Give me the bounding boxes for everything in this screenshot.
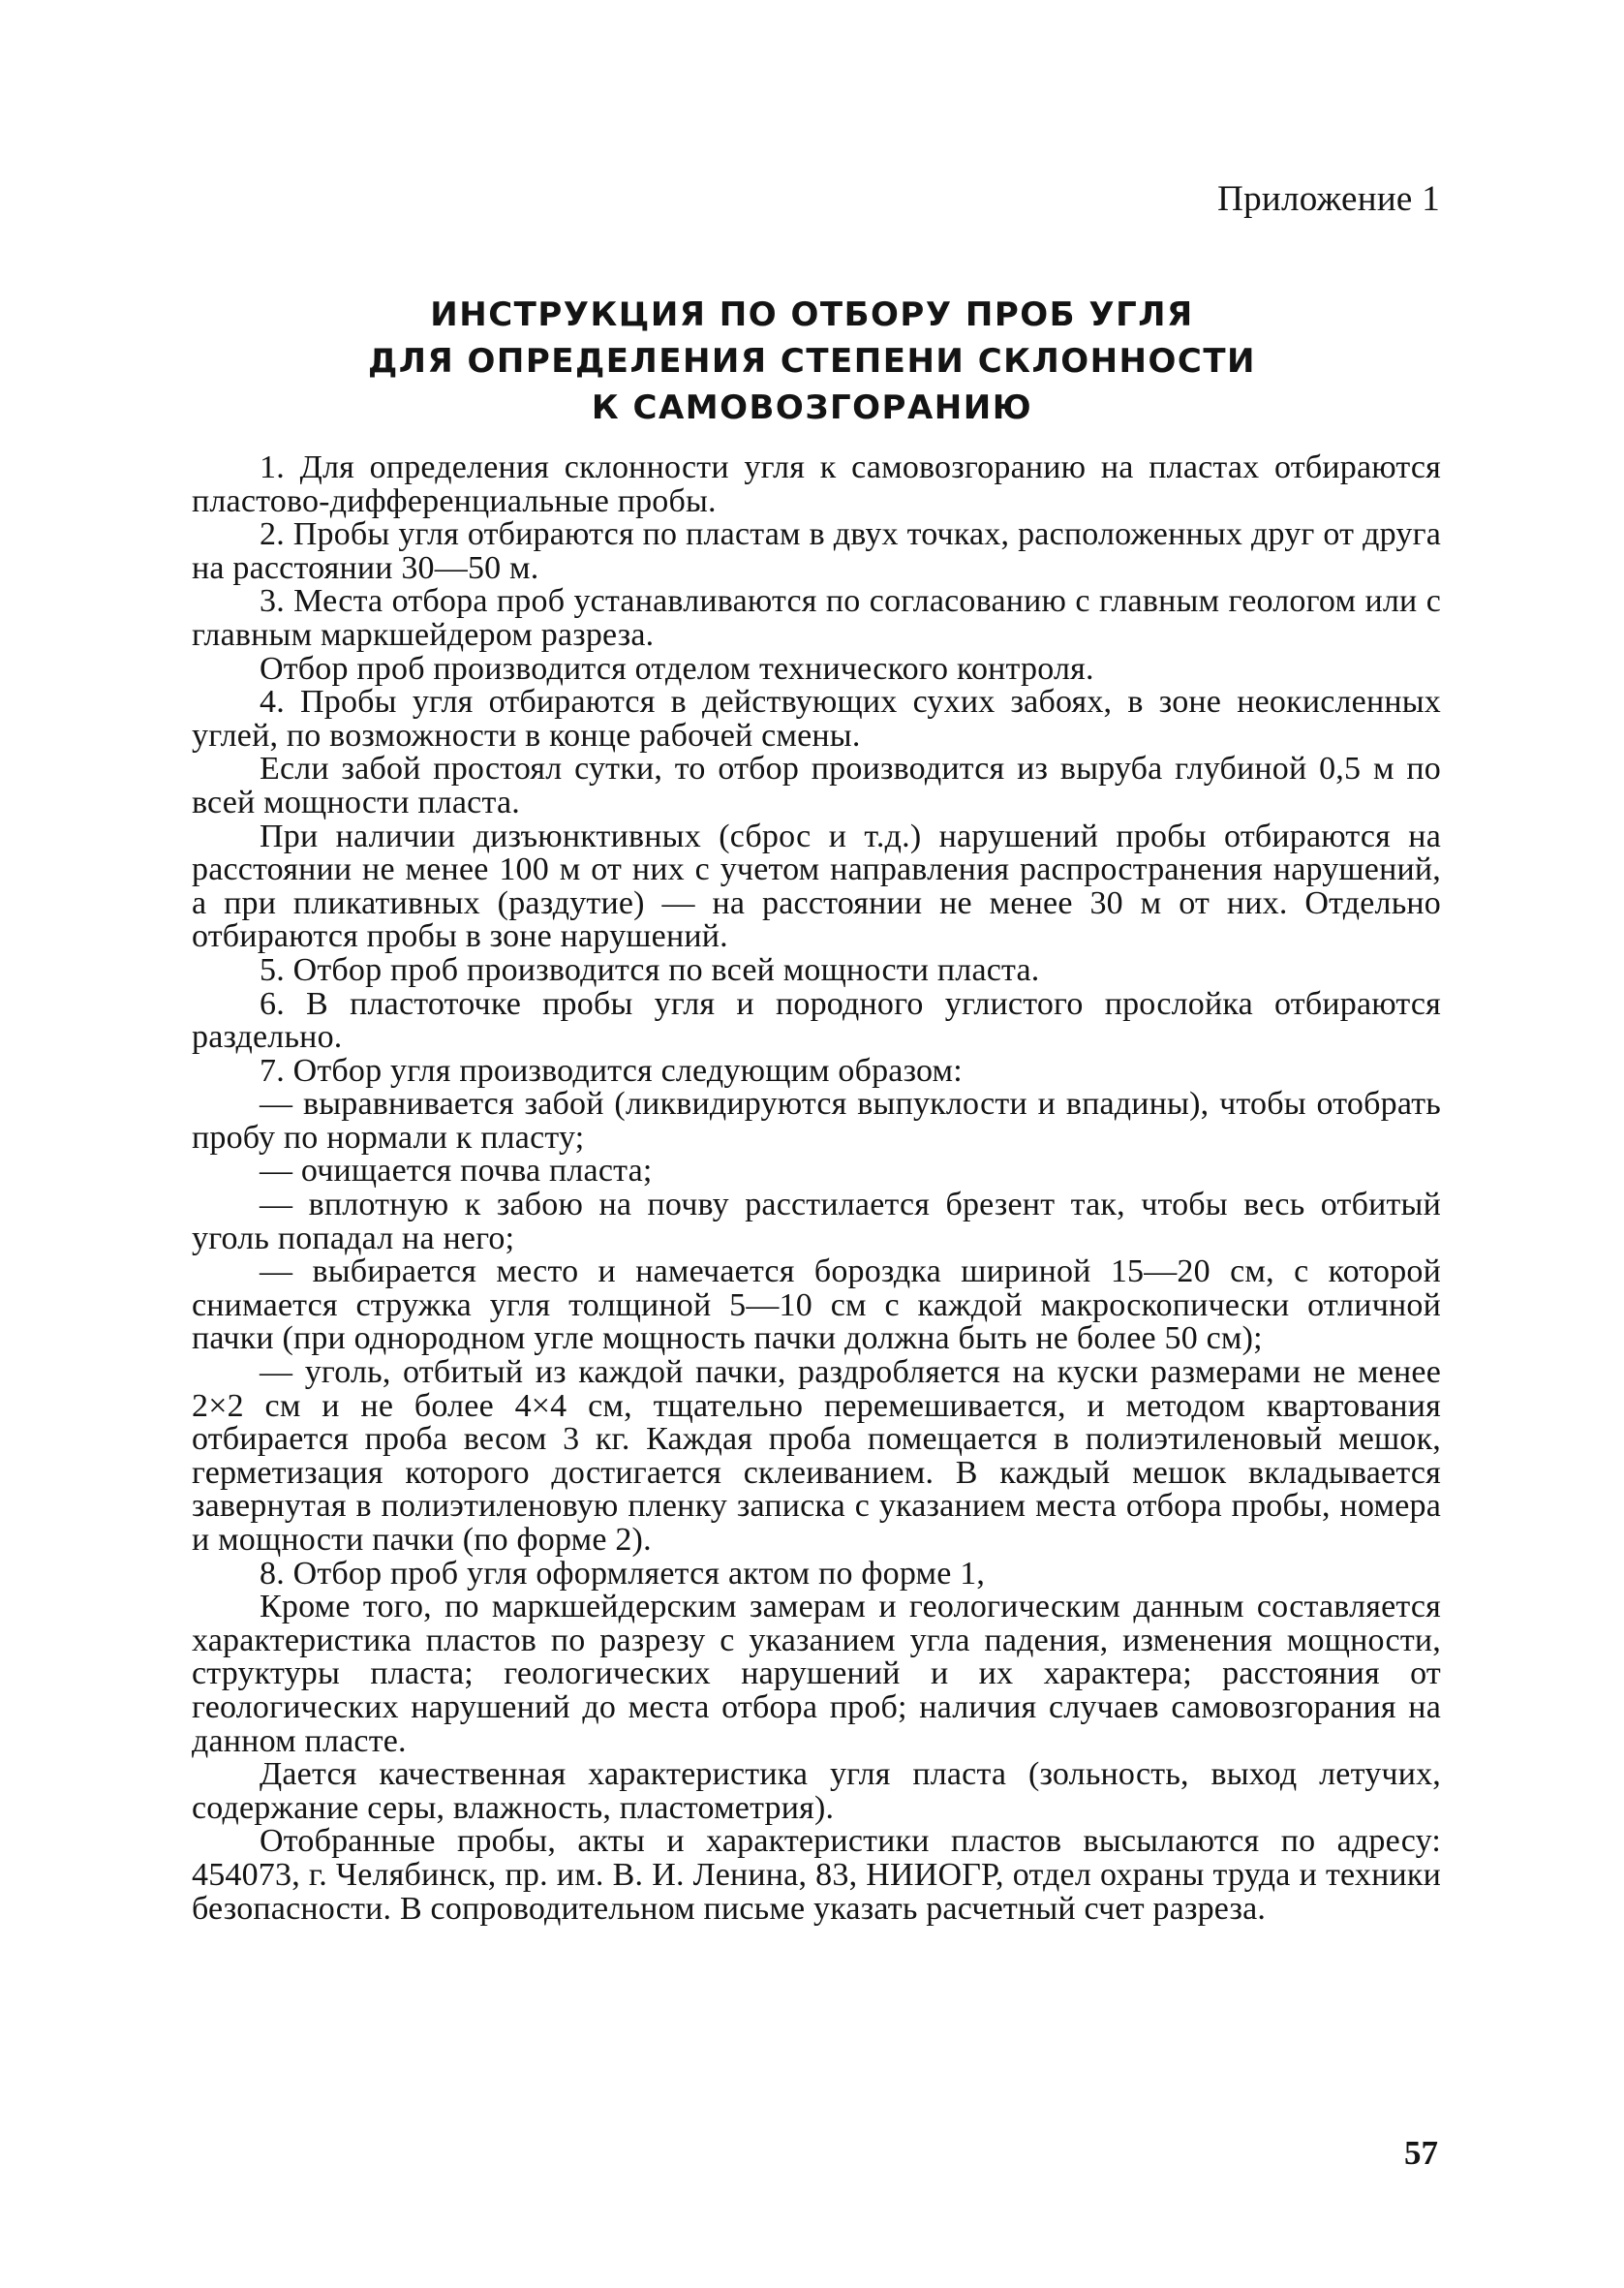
appendix-label: Приложение 1 (1217, 179, 1440, 219)
page-number: 57 (1404, 2134, 1438, 2172)
list-item-1: — выравнивается забой (ликвидируются выпуклости и впадины), чтобы отобрать пробу по нормали к пласту; (192, 1086, 1441, 1156)
list-item-4: — выбирается место и намечается бороздка шириной 15—20 см, с которой снимается стружка угля толщиной 5—10 см с каждой макроскопически отличной пачки (при однородном угле мощность пачки должна быть не более 50 см); (192, 1253, 1441, 1357)
paragraph-14: Отобранные пробы, акты и характеристики пластов высылаются по адресу: 454073, г. Челябинск, пр. им. В. И. Ленина, 83, НИИОГР, отдел охраны труда и техники безопасности. В сопроводительном письме указать расчетный счет разреза. (192, 1823, 1441, 1927)
paragraph-4: Отбор проб производится отделом технического контроля. (260, 650, 1094, 687)
list-item-5: — уголь, отбитый из каждой пачки, раздробляется на куски размерами не менее 2×2 см и не более 4×4 см, тщательно перемешивается, и методом квартования отбирается проба весом 3 кг. Каждая проба помещается в полиэтиленовый мешок, герметизация которого достигается склеиванием. В каждый мешок вкладывается завернутая в полиэтиленовую пленку записка с указанием места отбора пробы, номера и мощности пачки (по форме 2). (192, 1354, 1441, 1558)
title-line-3: К САМОВОЗГОРАНИЮ (591, 388, 1033, 427)
paragraph-9: 6. В пластоточке пробы угля и породного углистого прослойка отбираются раздельно. (192, 985, 1441, 1056)
paragraph-11: 8. Отбор проб угля оформляется актом по форме 1, (260, 1555, 986, 1592)
document-body (192, 451, 1441, 1926)
document-title (0, 292, 1624, 431)
list-item-3: — вплотную к забою на почву расстилается брезент так, чтобы весь отбитый уголь попадал на него; (192, 1187, 1441, 1256)
paragraph-13: Дается качественная характеристика угля пласта (зольность, выход летучих, содержание серы, влажность, пластометрия). (192, 1756, 1441, 1826)
list-item-2: — очищается почва пласта; (260, 1153, 653, 1190)
paragraph-6: Если забой простоял сутки, то отбор производится из выруба глубиной 0,5 м по всей мощности пласта. (192, 751, 1441, 820)
paragraph-2: 2. Пробы угля отбираются по пластам в двух точках, расположенных друг от друга на расстоянии 30—50 м. (192, 516, 1441, 586)
title-line-2: ДЛЯ ОПРЕДЕЛЕНИЯ СТЕПЕНИ СКЛОННОСТИ (367, 342, 1257, 381)
paragraph-5: 4. Пробы угля отбираются в действующих сухих забоях, в зоне неокисленных углей, по возможности в конце рабочей смены. (192, 684, 1441, 754)
title-line-1: ИНСТРУКЦИЯ ПО ОТБОРУ ПРОБ УГЛЯ (430, 295, 1194, 334)
paragraph-10: 7. Отбор угля производится следующим образом: (260, 1052, 963, 1089)
paragraph-3: 3. Места отбора проб устанавливаются по согласованию с главным геологом или с главным маркшейдером разреза. (192, 583, 1441, 653)
paragraph-8: 5. Отбор проб производится по всей мощности пласта. (260, 951, 1040, 988)
paragraph-1: 1. Для определения склонности угля к самовозгоранию на пластах отбираются пластово-дифференциальные пробы. (192, 449, 1441, 519)
paragraph-12: Кроме того, по маркшейдерским замерам и геологическим данным составляется характеристика пластов по разрезу с указанием угла падения, изменения мощности, структуры пласта; геологических нарушений и их характера; расстояния от геологических нарушений до места отбора проб; наличия случаев самовозгорания на данном пласте. (192, 1589, 1441, 1759)
paragraph-7: При наличии дизъюнктивных (сброс и т.д.) нарушений пробы отбираются на расстоянии не менее 100 м от них с учетом направления распространения нарушений, а при пликативных (раздутие) — на расстоянии не менее 30 м от них. Отдельно отбираются пробы в зоне нарушений. (192, 818, 1441, 955)
